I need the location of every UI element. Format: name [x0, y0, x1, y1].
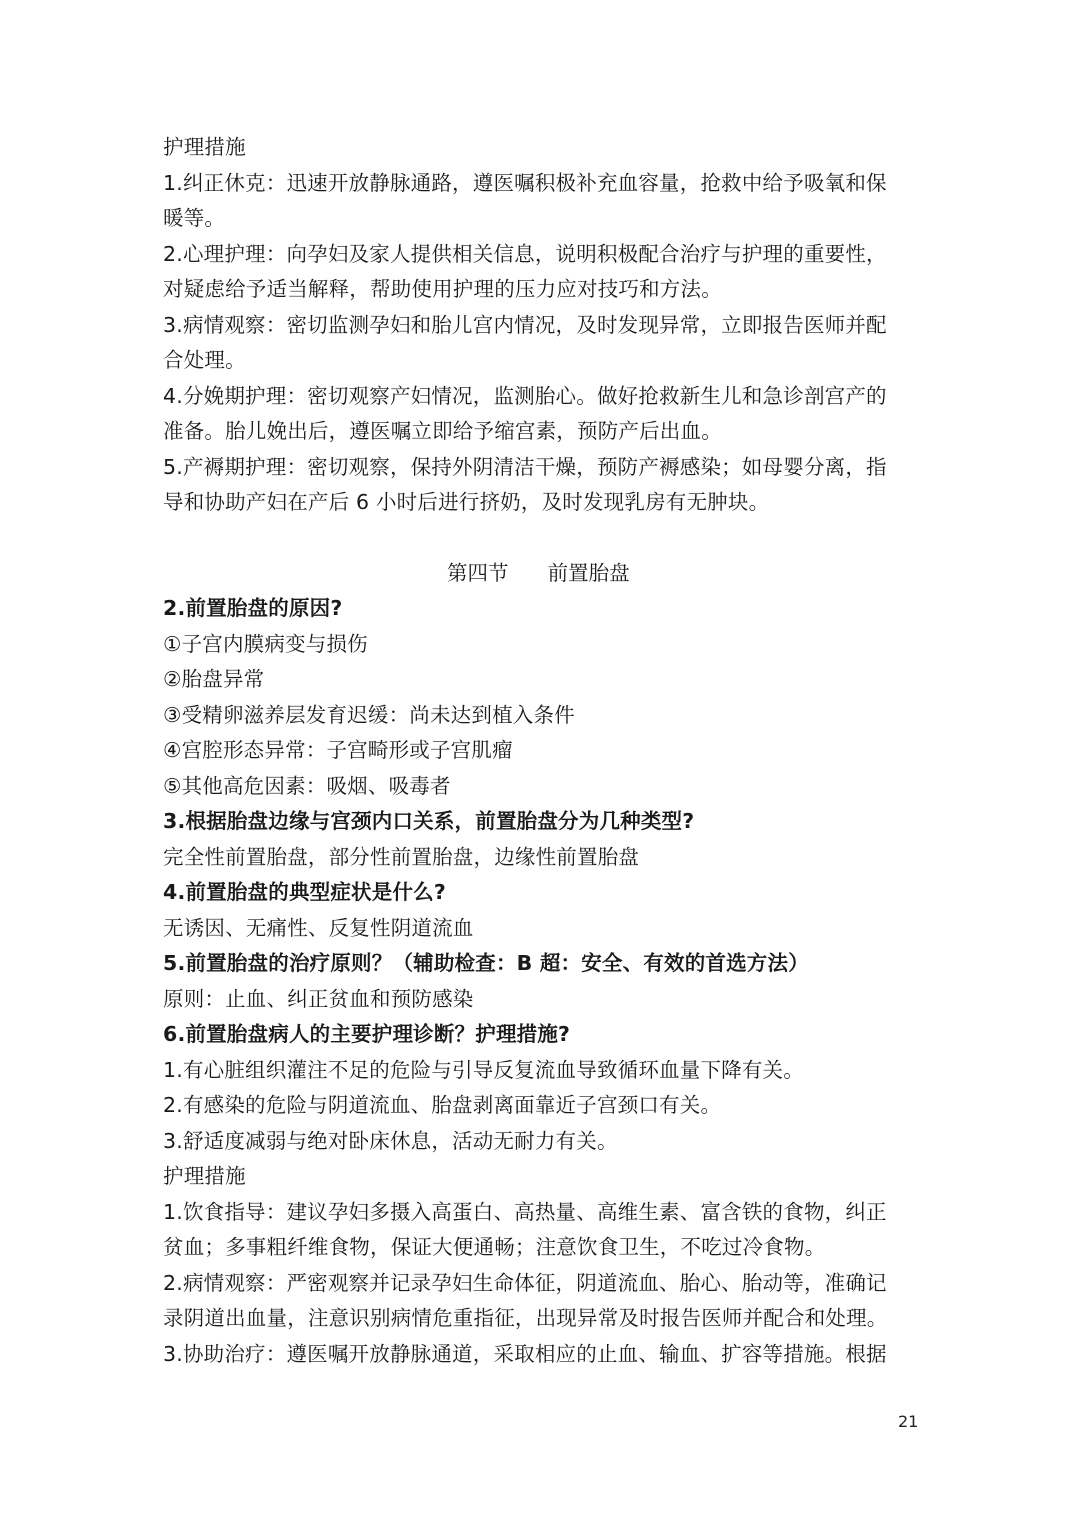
question-2: 2.前置胎盘的原因?: [163, 596, 343, 620]
measure-1-line-2: 暖等。: [163, 206, 226, 230]
q6-measures-heading: 护理措施: [163, 1164, 246, 1188]
question-4: 4.前置胎盘的典型症状是什么?: [163, 880, 446, 904]
nursing-measures-heading: 护理措施: [163, 135, 246, 159]
q2-answer-4: ④宫腔形态异常：子宫畸形或子宫肌瘤: [163, 738, 513, 762]
question-5: 5.前置胎盘的治疗原则？（辅助检查：B 超：安全、有效的首选方法）: [163, 951, 809, 975]
q6-diagnosis-3: 3.舒适度减弱与绝对卧床休息，活动无耐力有关。: [163, 1128, 618, 1153]
measure-4-line-1: 4.分娩期护理：密切观察产妇情况，监测胎心。做好抢救新生儿和急诊剖宫产的: [163, 383, 887, 408]
section-spacer: [163, 521, 923, 556]
section-name: 前置胎盘: [547, 560, 630, 585]
question-6: 6.前置胎盘病人的主要护理诊断？护理措施?: [163, 1022, 571, 1046]
q4-answer: 无诱因、无痛性、反复性阴道流血: [163, 915, 474, 940]
measure-3-line-2: 合处理。: [163, 348, 246, 372]
q2-answer-5: ⑤其他高危因素：吸烟、吸毒者: [163, 773, 451, 798]
q5-answer: 原则：止血、纠正贫血和预防感染: [163, 986, 474, 1011]
question-3: 3.根据胎盘边缘与宫颈内口关系，前置胎盘分为几种类型?: [163, 809, 695, 833]
q2-answer-1: ①子宫内膜病变与损伤: [163, 631, 368, 656]
measure-2-line-2: 对疑虑给予适当解释，帮助使用护理的压力应对技巧和方法。: [163, 277, 722, 301]
q6-diagnosis-2: 2.有感染的危险与阴道流血、胎盘剥离面靠近子宫颈口有关。: [163, 1093, 722, 1117]
q2-answer-3: ③受精卵滋养层发育迟缓：尚未达到植入条件: [163, 702, 575, 727]
page-content: [163, 130, 923, 1372]
measure-3-line-1: 3.病情观察：密切监测孕妇和胎儿宫内情况，及时发现异常，立即报告医师并配: [163, 312, 887, 337]
measure-5-line-1: 5.产褥期护理：密切观察，保持外阴清洁干燥，预防产褥感染；如母婴分离，指: [163, 454, 887, 479]
section-title: [163, 556, 923, 592]
q3-answer: 完全性前置胎盘，部分性前置胎盘，边缘性前置胎盘: [163, 844, 640, 869]
q6-diagnosis-1: 1.有心脏组织灌注不足的危险与引导反复流血导致循环血量下降有关。: [163, 1057, 804, 1082]
q6-measure-1-line-2: 贫血；多事粗纤维食物，保证大便通畅；注意饮食卫生，不吃过冷食物。: [163, 1235, 826, 1259]
q6-measure-3-line-1: 3.协助治疗：遵医嘱开放静脉通道，采取相应的止血、输血、扩容等措施。根据: [163, 1341, 887, 1366]
q6-measure-2-line-1: 2.病情观察：严密观察并记录孕妇生命体征，阴道流血、胎心、胎动等，准确记: [163, 1270, 887, 1295]
measure-2-line-1: 2.心理护理：向孕妇及家人提供相关信息，说明积极配合治疗与护理的重要性，: [163, 241, 887, 266]
section-number: 第四节: [447, 560, 509, 585]
q6-measure-2-line-2: 录阴道出血量，注意识别病情危重指征，出现异常及时报告医师并配合和处理。: [163, 1306, 888, 1330]
measure-5-line-2: 导和协助产妇在产后 6 小时后进行挤奶，及时发现乳房有无肿块。: [163, 490, 770, 514]
measure-4-line-2: 准备。胎儿娩出后，遵医嘱立即给予缩宫素，预防产后出血。: [163, 419, 722, 443]
q6-measure-1-line-1: 1.饮食指导：建议孕妇多摄入高蛋白、高热量、高维生素、富含铁的食物，纠正: [163, 1199, 887, 1224]
page-number: 21: [898, 1412, 919, 1431]
measure-1-line-1: 1.纠正休克：迅速开放静脉通路，遵医嘱积极补充血容量，抢救中给予吸氧和保: [163, 170, 887, 195]
q2-answer-2: ②胎盘异常: [163, 667, 265, 691]
